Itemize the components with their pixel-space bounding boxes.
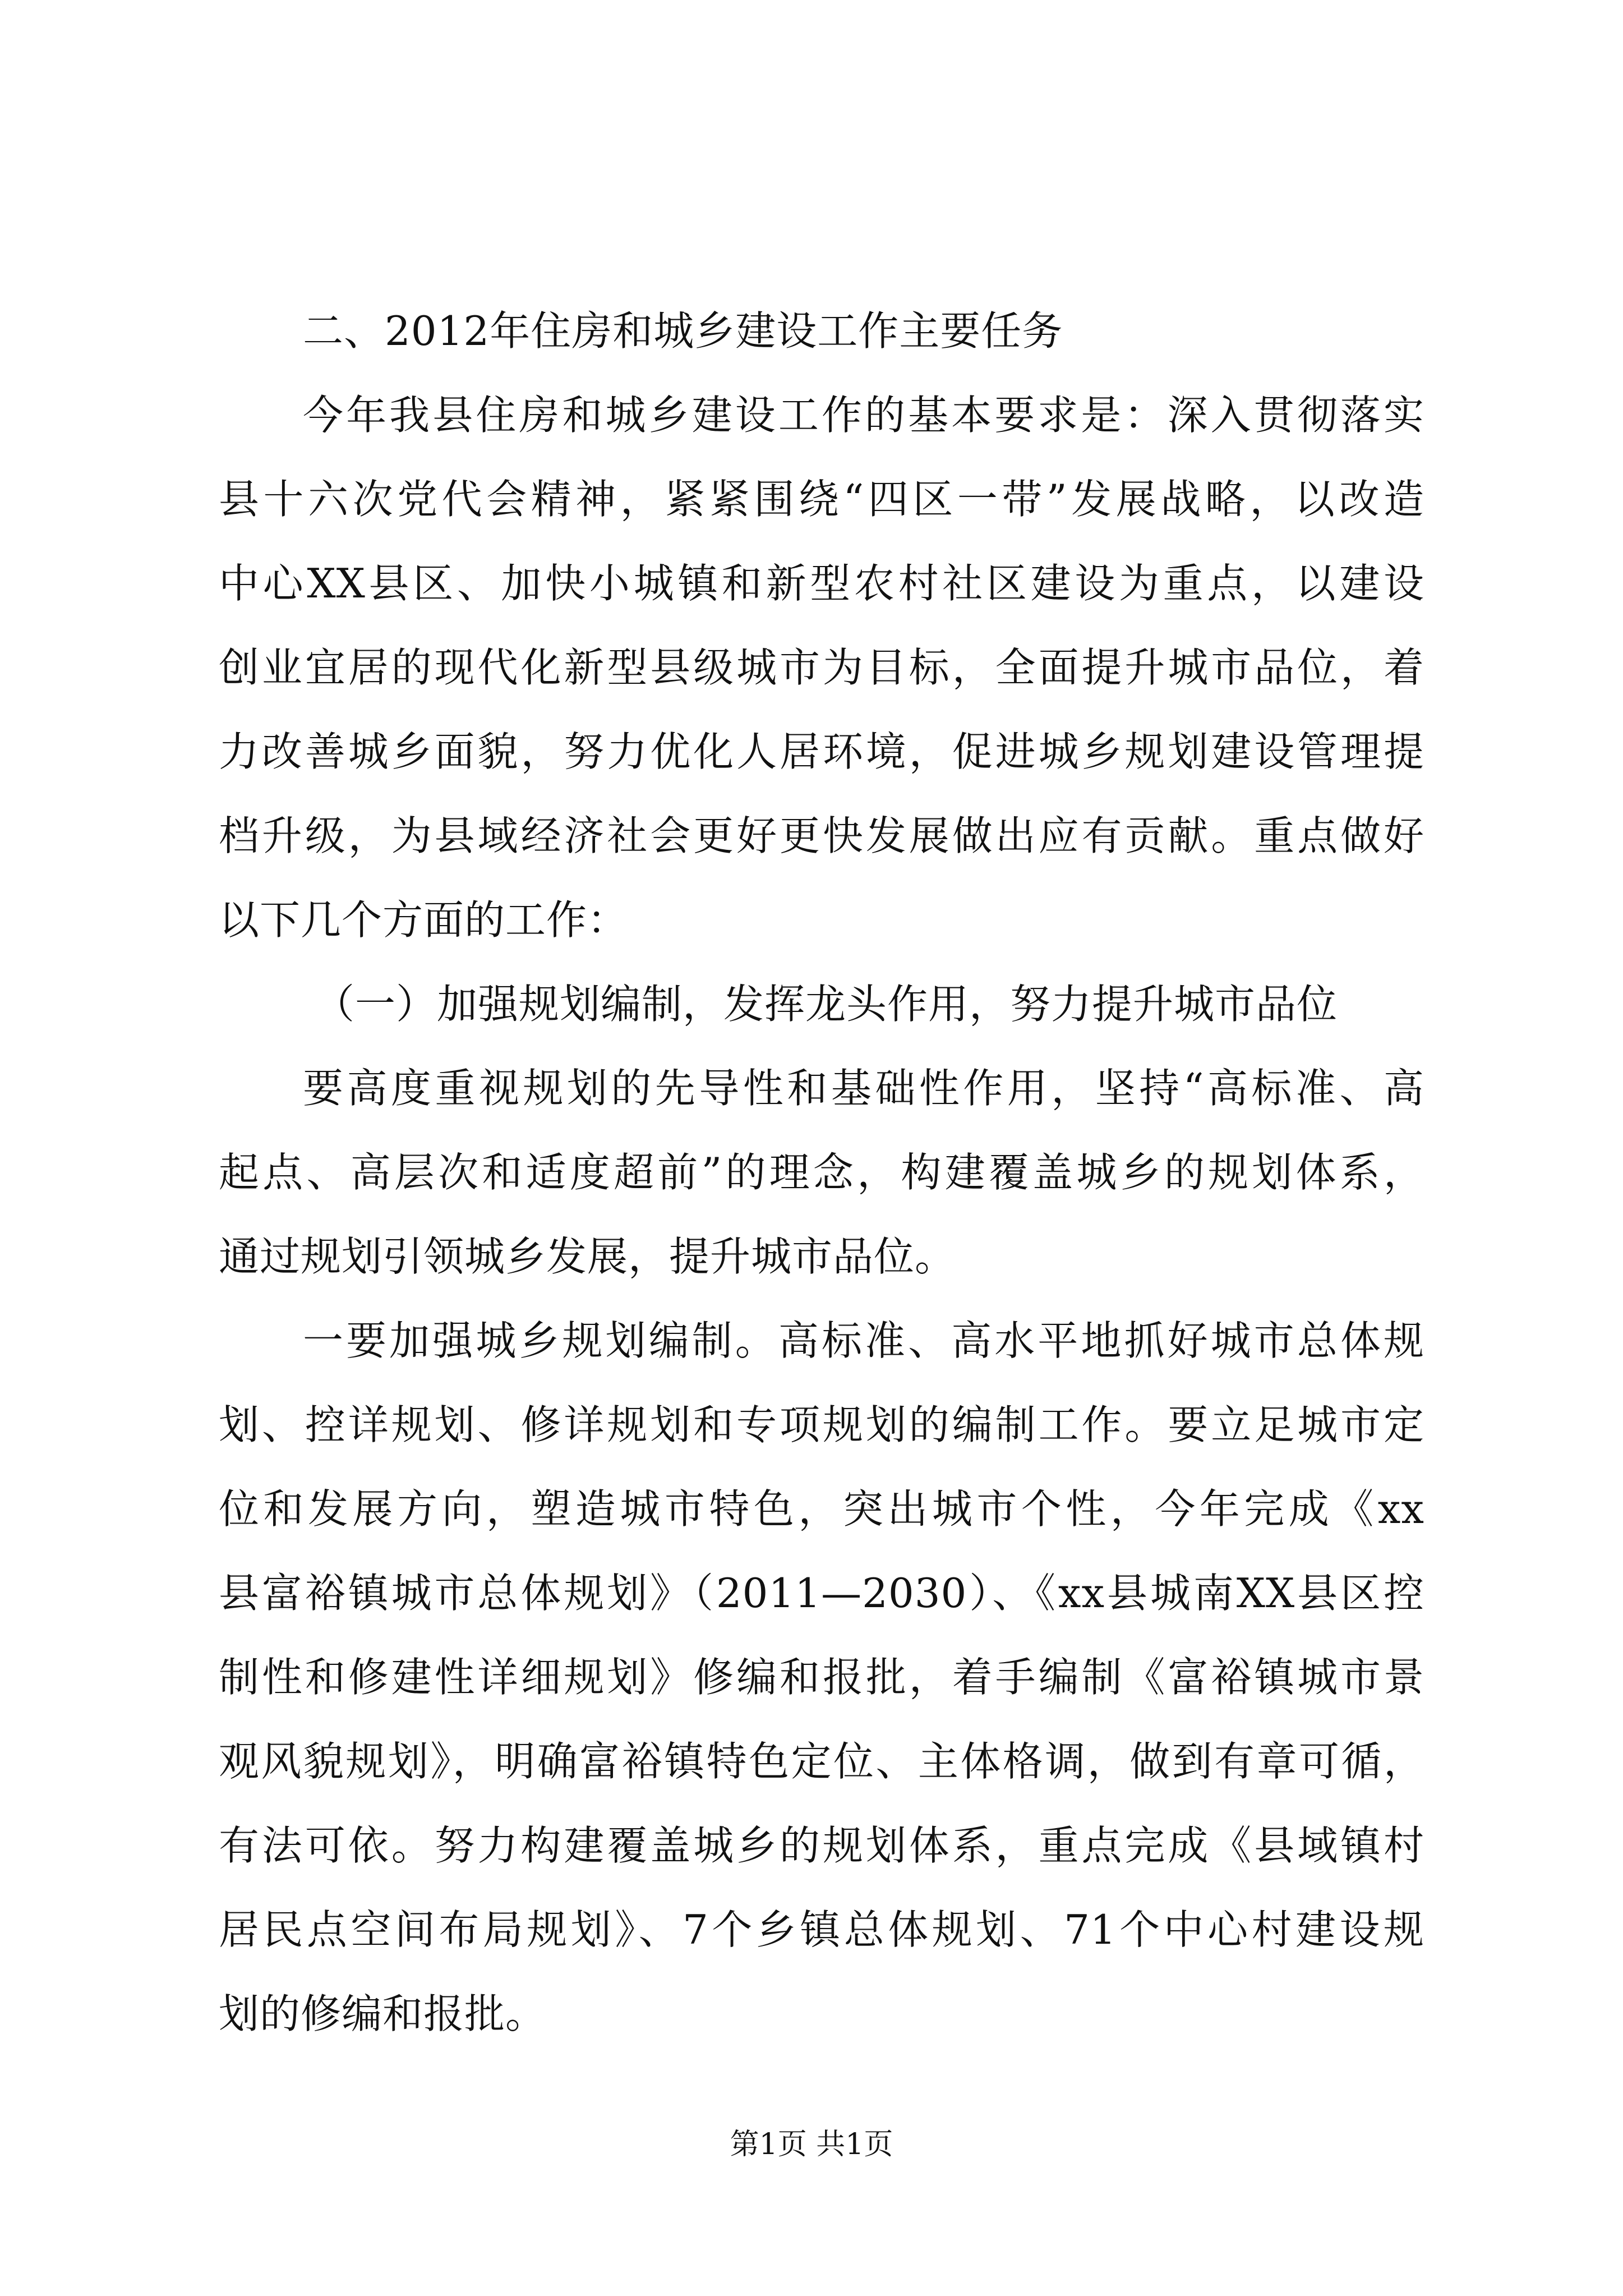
paragraph-line: 以下几个方面的工作： [219, 896, 629, 944]
section-heading: 二、2012年住房和城乡建设工作主要任务 [303, 307, 1063, 355]
page-number-footer: 第1页 共1页 [730, 2128, 893, 2161]
paragraph-line: 观风貌规划》，明确富裕镇特色定位、主体格调，做到有章可循， [219, 1738, 1424, 1785]
paragraph-line: 创业宜居的现代化新型县级城市为目标，全面提升城市品位，着 [219, 644, 1424, 691]
paragraph-line: 县十六次党代会精神，紧紧围绕“四区一带”发展战略，以改造 [219, 476, 1424, 523]
paragraph-line: 要高度重视规划的先导性和基础性作用，坚持“高标准、高 [303, 1065, 1424, 1112]
paragraph-line: 有法可依。努力构建覆盖城乡的规划体系，重点完成《县域镇村 [219, 1822, 1424, 1869]
paragraph-line: 位和发展方向，塑造城市特色，突出城市个性，今年完成《xx [219, 1485, 1424, 1533]
paragraph-line: 制性和修建性详细规划》修编和报批，着手编制《富裕镇城市景 [219, 1654, 1424, 1701]
paragraph-line: 档升级，为县域经济社会更好更快发展做出应有贡献。重点做好 [219, 812, 1424, 859]
subsection-heading: （一）加强规划编制，发挥龙头作用，努力提升城市品位 [314, 981, 1338, 1028]
paragraph-line: 县富裕镇城市总体规划》（2011—2030）、《xx县城南XX县区控 [219, 1570, 1424, 1617]
paragraph-line: 划的修编和报批。 [219, 1990, 547, 2037]
paragraph-line: 中心XX县区、加快小城镇和新型农村社区建设为重点，以建设 [219, 560, 1424, 607]
paragraph-line: 通过规划引领城乡发展，提升城市品位。 [219, 1233, 956, 1280]
paragraph-line: 一要加强城乡规划编制。高标准、高水平地抓好城市总体规 [303, 1317, 1424, 1364]
paragraph-line: 力改善城乡面貌，努力优化人居环境，促进城乡规划建设管理提 [219, 728, 1424, 775]
paragraph-line: 起点、高层次和适度超前”的理念，构建覆盖城乡的规划体系， [219, 1149, 1424, 1196]
paragraph-line: 今年我县住房和城乡建设工作的基本要求是：深入贯彻落实 [303, 392, 1424, 439]
paragraph-line: 居民点空间布局规划》、7个乡镇总体规划、71个中心村建设规 [219, 1906, 1424, 1953]
paragraph-line: 划、控详规划、修详规划和专项规划的编制工作。要立足城市定 [219, 1401, 1424, 1448]
